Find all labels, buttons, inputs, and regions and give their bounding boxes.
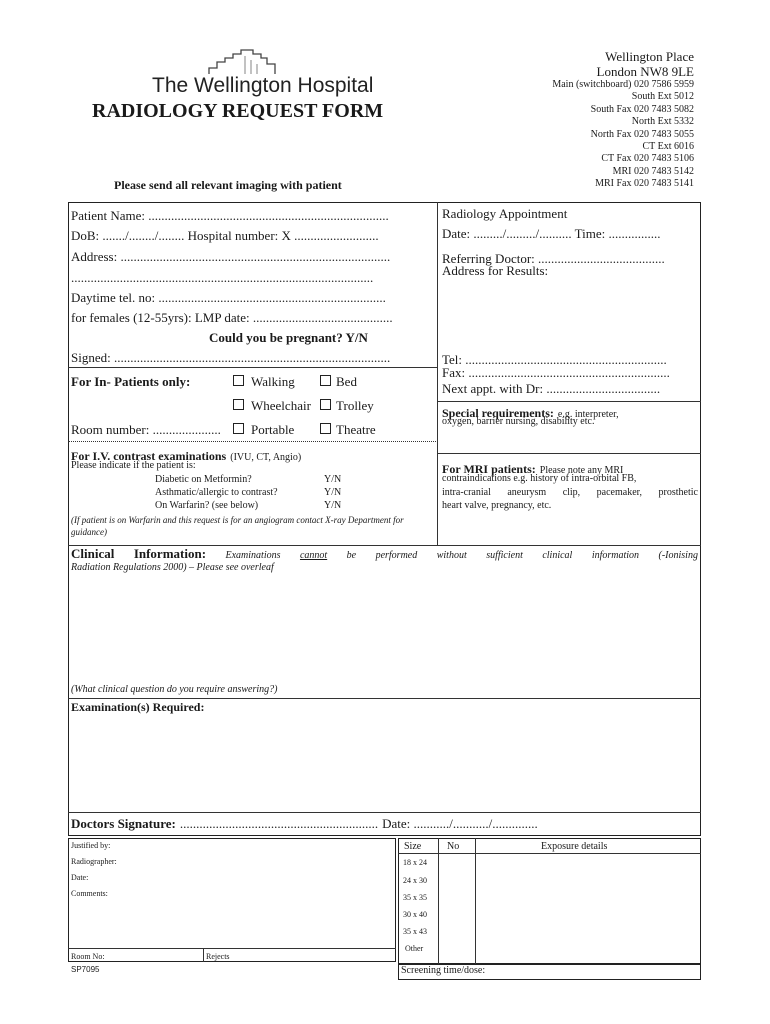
radiographer-field[interactable]: Radiographer: — [71, 857, 117, 866]
admin-date-field[interactable]: Date: — [71, 873, 89, 882]
exposure-size-divider — [438, 838, 439, 964]
mri-line-3 — [442, 487, 698, 498]
allergy-question: Asthmatic/allergic to contrast? — [155, 487, 278, 498]
hospital-logo-icon — [205, 48, 285, 74]
contact-mri-fax: MRI Fax 020 7483 5141 — [595, 178, 694, 190]
daytime-tel-field[interactable]: Daytime tel. no: ...................................................................... — [71, 290, 386, 305]
inpatients-label: For In- Patients only: — [71, 374, 191, 389]
referring-doctor-field[interactable]: Referring Doctor: ....................................... — [442, 251, 665, 266]
mri-top-line — [437, 453, 701, 454]
contact-block — [470, 49, 694, 191]
clinical-title-2: Information: — [133, 546, 207, 561]
metformin-answer[interactable]: Y/N — [324, 474, 342, 485]
size-other: Other — [405, 944, 424, 953]
size-18x24: 18 x 24 — [403, 858, 427, 867]
tel-field[interactable]: Tel: .............................................................. — [442, 352, 667, 367]
admin-box — [68, 838, 396, 962]
special-requirements-label: Special requirements: — [442, 406, 554, 420]
exam-top-line — [68, 698, 701, 699]
fax-field[interactable]: Fax: .............................................................. — [442, 365, 670, 380]
admin-room-divider — [203, 948, 204, 962]
exposure-header-line — [398, 853, 701, 854]
warfarin-question: On Warfarin? (see below) — [155, 500, 259, 511]
bed-label: Bed — [336, 374, 357, 389]
rejects-field[interactable]: Rejects — [206, 952, 230, 961]
clinical-word: be — [346, 550, 357, 561]
justified-by-field[interactable]: Justified by: — [71, 841, 111, 850]
clinical-info-note: Radiation Regulations 2000) – Please see overleaf — [71, 562, 274, 573]
patient-name-field[interactable]: Patient Name: .......................................................................... — [71, 208, 389, 223]
special-requirements-examples-2: oxygen, barrier nursing, disability etc. — [442, 416, 595, 427]
trolley-checkbox[interactable] — [320, 399, 331, 410]
walking-checkbox[interactable] — [233, 375, 244, 386]
appointment-date-time-field[interactable]: Date: ........./........./.......... Time: ................ — [442, 226, 661, 241]
wheelchair-label: Wheelchair — [251, 398, 311, 413]
wheelchair-checkbox[interactable] — [233, 399, 244, 410]
radiology-appointment-heading: Radiology Appointment — [442, 206, 568, 221]
signature-date-field[interactable]: Date: .........../.........../.............. — [382, 816, 538, 831]
contact-north-ext: North Ext 5332 — [631, 116, 694, 128]
column-divider — [437, 202, 438, 545]
form-title: RADIOLOGY REQUEST FORM — [92, 100, 384, 122]
special-top-line — [437, 401, 701, 402]
address-line-1: Wellington Place — [605, 49, 694, 64]
mri-word: intra-cranial — [442, 487, 491, 498]
mri-line-1: Please note any MRI — [539, 465, 624, 476]
comments-field[interactable]: Comments: — [71, 889, 108, 898]
clinical-title: Clinical — [71, 546, 115, 561]
inpatient-top-line — [68, 367, 438, 368]
dob-hospital-number-field[interactable]: DoB: ......./......../........ Hospital number: X .......................... — [71, 228, 379, 243]
clinical-word-cannot: cannot — [299, 550, 328, 561]
admin-bottom-line — [68, 948, 396, 949]
clinical-word: information — [591, 550, 640, 561]
contact-south-fax: South Fax 020 7483 5082 — [590, 103, 694, 115]
examination-required-label: Examination(s) Required: — [71, 700, 205, 714]
iv-contrast-types: (IVU, CT, Angio) — [230, 452, 302, 463]
size-35x35: 35 x 35 — [403, 893, 427, 902]
hospital-name: The Wellington Hospital — [152, 74, 374, 97]
doctor-signature-field[interactable]: ............................................................. — [179, 816, 379, 831]
allergy-answer[interactable]: Y/N — [324, 487, 342, 498]
examination-input-area[interactable] — [70, 716, 699, 810]
size-24x30: 24 x 30 — [403, 876, 427, 885]
iv-instruction: Please indicate if the patient is: — [71, 460, 196, 471]
theatre-checkbox[interactable] — [320, 423, 331, 434]
special-requirements-examples: e.g. interpreter, — [557, 409, 619, 420]
mri-line-2: contraindications e.g. history of intra-orbital FB, — [442, 473, 637, 484]
lmp-date-field[interactable]: for females (12-55yrs): LMP date: ........................................... — [71, 310, 393, 325]
address-field[interactable]: Address: ................................................................................... — [71, 249, 391, 264]
contact-mri: MRI 020 7483 5142 — [612, 165, 694, 177]
doctor-signature-label: Doctors Signature: — [71, 816, 176, 831]
trolley-label: Trolley — [336, 398, 374, 413]
room-number-field[interactable]: Room number: ..................... — [71, 422, 221, 437]
mri-title: For MRI patients: — [442, 462, 536, 476]
warfarin-answer[interactable]: Y/N — [324, 500, 342, 511]
clinical-info-heading — [71, 546, 698, 562]
warfarin-note: (If patient is on Warfarin and this request is for an angiogram contact X-ray Department for — [71, 515, 404, 525]
address-line-2: London NW8 9LE — [596, 64, 694, 79]
signed-field[interactable]: Signed: ..................................................................................... — [71, 350, 391, 365]
clinical-word: clinical — [542, 550, 573, 561]
iv-contrast-title: For I.V. contrast examinations — [71, 449, 227, 463]
next-appointment-field[interactable]: Next appt. with Dr: ................................... — [442, 381, 661, 396]
iv-top-line — [68, 441, 438, 442]
size-35x43: 35 x 43 — [403, 927, 427, 936]
mri-word: prosthetic — [658, 487, 698, 498]
form-code: SP7095 — [71, 965, 100, 974]
walking-label: Walking — [251, 374, 295, 389]
mri-word: aneurysm — [507, 487, 547, 498]
mri-word: clip, — [562, 487, 581, 498]
address-for-results-label: Address for Results: — [442, 263, 549, 278]
size-column-header: Size — [404, 841, 422, 852]
doctor-top-line — [68, 812, 701, 813]
portable-checkbox[interactable] — [233, 423, 244, 434]
pregnancy-question[interactable]: Could you be pregnant? Y/N — [209, 330, 368, 345]
exposure-box — [398, 838, 701, 964]
exposure-no-divider — [475, 838, 476, 964]
contact-north-fax: North Fax 020 7483 5055 — [590, 128, 694, 140]
clinical-word: performed — [375, 550, 418, 561]
mri-word: pacemaker, — [596, 487, 643, 498]
clinical-question-note: (What clinical question do you require answering?) — [71, 684, 278, 695]
instruction-text: Please send all relevant imaging with patient — [114, 178, 342, 192]
no-column-header: No — [447, 841, 460, 852]
contact-south-ext: South Ext 5012 — [631, 91, 694, 103]
room-no-field[interactable]: Room No: — [71, 952, 105, 961]
address-field-line-2[interactable]: ............................................................................................. — [71, 270, 374, 285]
bed-checkbox[interactable] — [320, 375, 331, 386]
size-30x40: 30 x 40 — [403, 910, 427, 919]
clinical-word: sufficient — [486, 550, 523, 561]
exposure-details-header: Exposure details — [541, 841, 608, 852]
mri-line-4: heart valve, pregnancy, etc. — [442, 500, 552, 511]
screening-time-dose-label: Screening time/dose: — [401, 965, 486, 976]
contact-ct-fax: CT Fax 020 7483 5106 — [601, 153, 694, 165]
contact-ct-ext: CT Ext 6016 — [642, 141, 694, 153]
warfarin-note-2: guidance) — [71, 527, 107, 537]
contact-main: Main (switchboard) 020 7586 5959 — [552, 79, 694, 90]
metformin-question: Diabetic on Metformin? — [155, 474, 252, 485]
theatre-label: Theatre — [336, 422, 376, 437]
doctor-signature-row[interactable] — [71, 815, 538, 833]
clinical-word: (-Ionising — [658, 550, 698, 561]
portable-label: Portable — [251, 422, 295, 437]
clinical-word: without — [436, 550, 467, 561]
clinical-word: Examinations — [225, 550, 281, 561]
clinical-info-input-area[interactable] — [70, 576, 699, 682]
